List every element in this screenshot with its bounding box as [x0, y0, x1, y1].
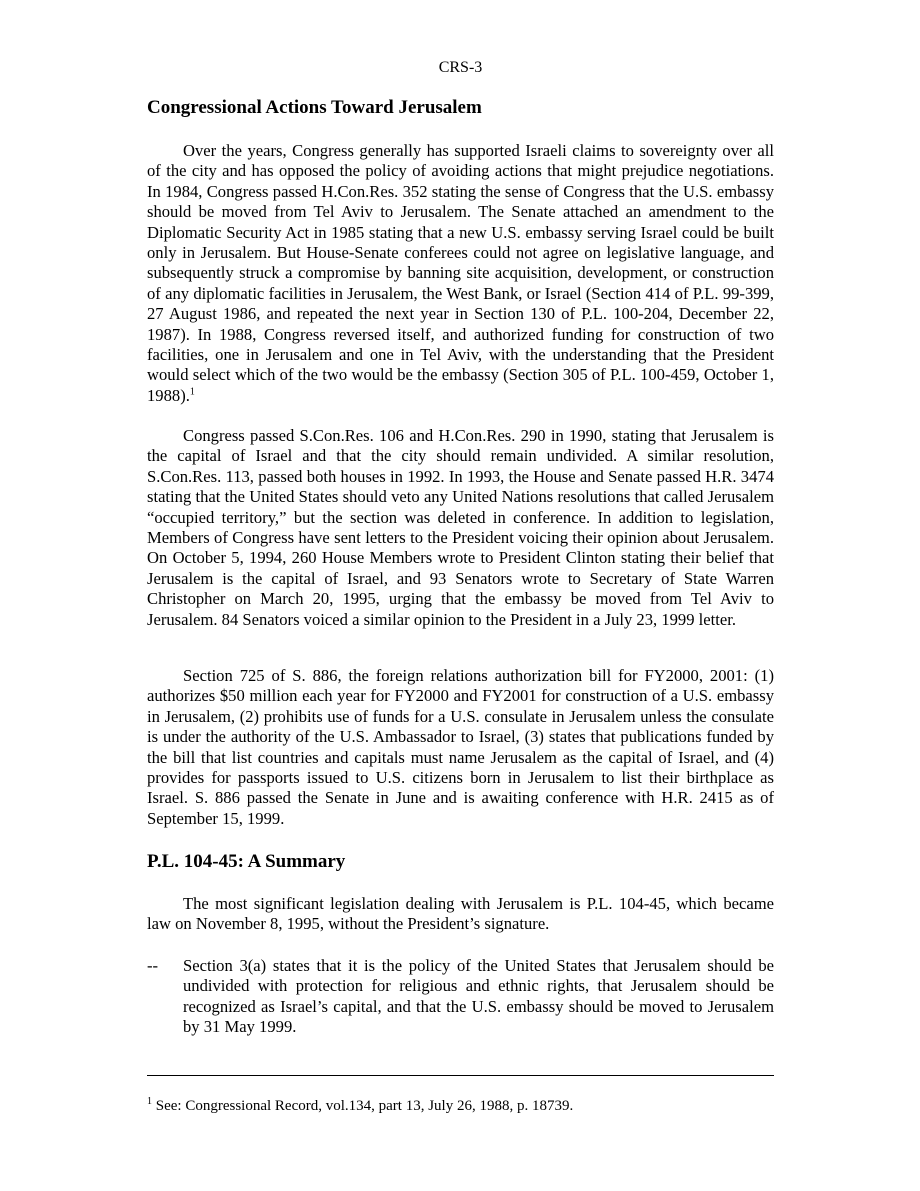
paragraph-text: Over the years, Congress generally has supported Israeli claims to sovereignty over all of the city and has opposed the policy of avoiding actions that might prejudice negotiations. In 1984, Congress passed H.Con.Res. 352 stating the sense of Congress that the U.S. embassy should be moved from Tel Aviv to Jerusalem. The Senate attached an amendment to the Diplomatic Security Act in 1985 stating that a new U.S. embassy serving Israel could be built only in Jerusalem. But House-Senate conferees could not agree on legislative language, and subsequently struck a compromise by banning site acquisition, development, or construction of any diplomatic facilities in Jerusalem, the West Bank, or Israel (Section 414 of P.L. 99-399, 27 August 1986, and repeated the next year in Section 130 of P.L. 100-204, December 22, 1987). In 1988, Congress reversed itself, and authorized funding for construction of two facilities, one in Jerusalem and one in Tel Aviv, with the understanding that the President would select which of the two would be the embassy (Section 305 of P.L. 100-459, October 1, 1988). — [147, 141, 774, 405]
list-dash-marker: -- — [147, 956, 159, 975]
paragraph-pl-104-45-intro: The most significant legislation dealing with Jerusalem is P.L. 104-45, which became law on November 8, 1995, without the President’s signature. — [147, 894, 774, 934]
footnote-text: See: Congressional Record, vol.134, part 13, July 26, 1988, p. 18739. — [152, 1098, 574, 1114]
paragraph-section-725: Section 725 of S. 886, the foreign relations authorization bill for FY2000, 2001: (1) authorizes $50 million each year for FY2000 and FY2001 for construction of a U.S. embassy in Jerusalem, (2) prohibits use of funds for a U.S. consulate in Jerusalem unless the consulate is under the authority of the U.S. Ambassador to Israel, (3) states that publications funded by the bill that list countries and capitals must name Jerusalem as the capital of Israel, and (4) provides for passports issued to U.S. citizens born in Jerusalem to list their birthplace as Israel. S. 886 passed the Senate in June and is awaiting conference with H.R. 2415 as of September 15, 1999. — [147, 666, 774, 828]
section-heading-congressional-actions: Congressional Actions Toward Jerusalem — [147, 97, 482, 118]
page-number: CRS-3 — [438, 59, 483, 76]
section-heading-pl-104-45-summary: P.L. 104-45: A Summary — [147, 851, 346, 872]
paragraph-resolutions-1990s: Congress passed S.Con.Res. 106 and H.Con.Res. 290 in 1990, stating that Jerusalem is the capital of Israel and that the city should remain undivided. A similar resolution, S.Con.Res. 113, passed both houses in 1992. In 1993, the House and Senate passed H.R. 3474 stating that the United States should veto any United Nations resolutions that called Jerusalem “occupied territory,” but the section was deleted in conference. In addition to legislation, Members of Congress have sent letters to the President voicing their opinion about Jerusalem. On October 5, 1994, 260 House Members wrote to President Clinton stating their belief that Jerusalem is the capital of Israel, and 93 Senators wrote to Secretary of State Warren Christopher on March 20, 1995, urging that the embassy be moved from Tel Aviv to Jerusalem. 84 Senators voiced a similar opinion to the President in a July 23, 1999 letter. — [147, 426, 774, 629]
list-item-section-3a — [147, 956, 774, 1038]
footnote-separator — [147, 1075, 774, 1076]
paragraph-congressional-history — [147, 141, 774, 406]
footnote-1 — [147, 1096, 774, 1116]
footnote-ref: 1 — [189, 386, 195, 398]
footnote-number: 1 — [147, 1096, 152, 1107]
list-item-text: Section 3(a) states that it is the policy of the United States that Jerusalem should be undivided with protection for religious and ethnic rights, that Jerusalem should be recognized as Israel’s capital, and that the U.S. embassy should be moved to Jerusalem by 31 May 1999. — [183, 956, 774, 1037]
